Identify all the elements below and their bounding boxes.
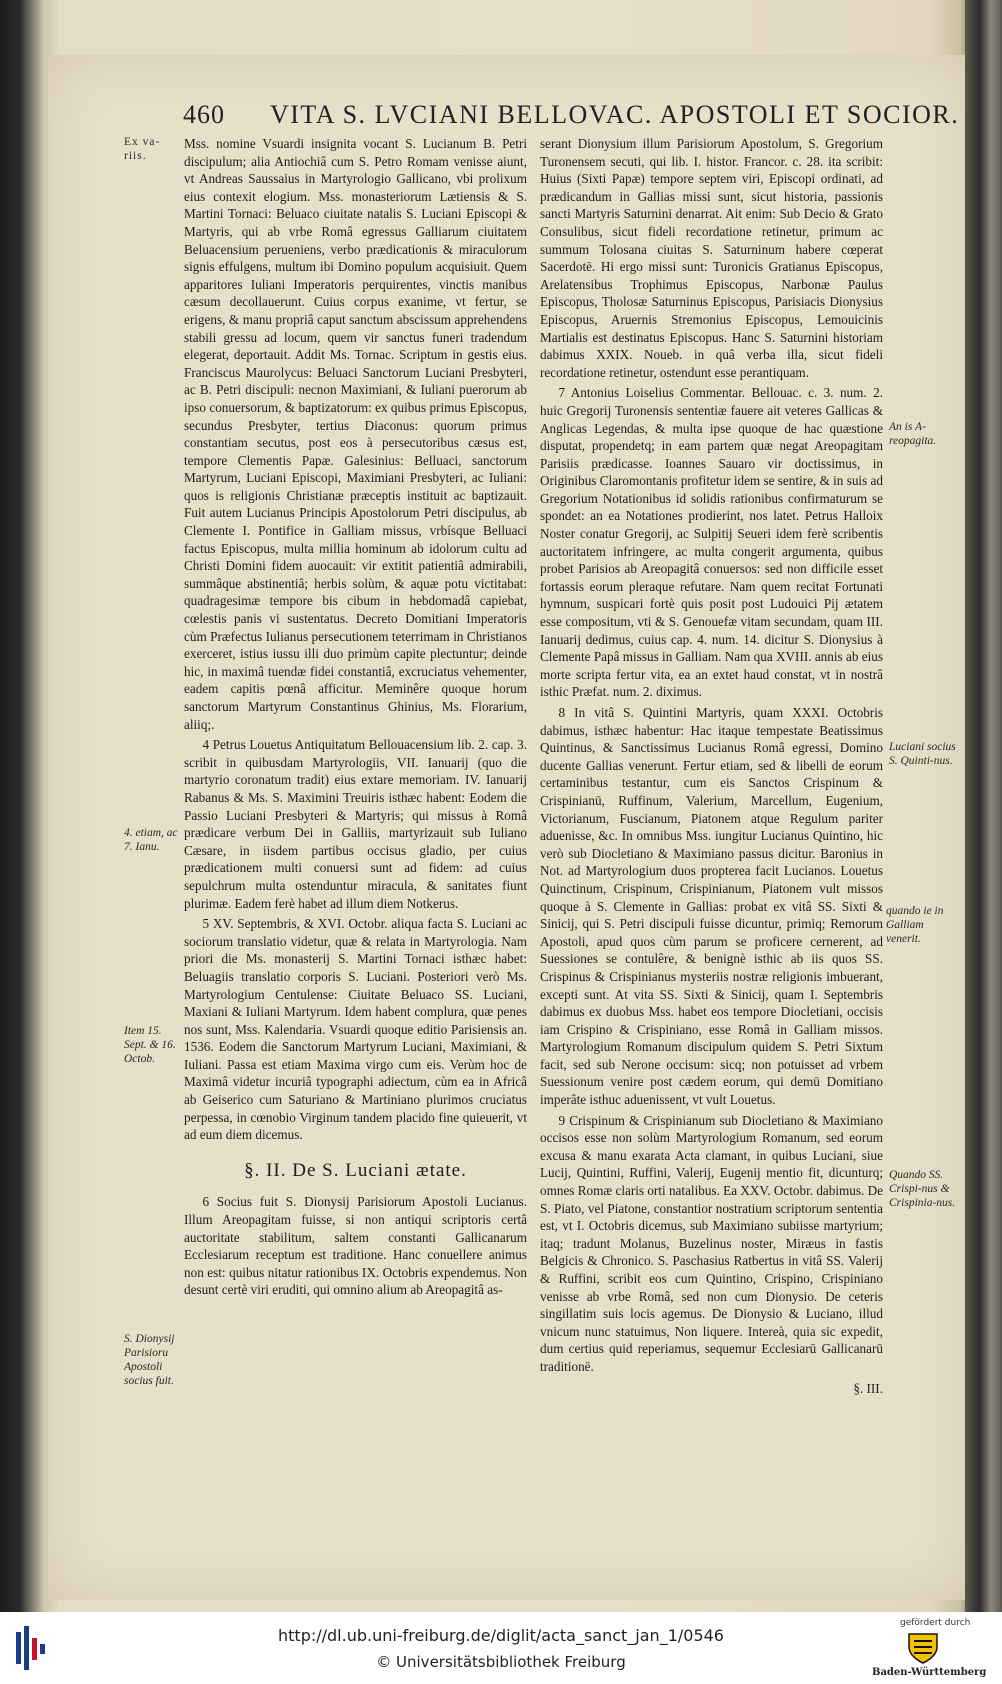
paragraph-7: 7 Antonius Loiselius Commentar. Bellouac. c. 3. num. 2. huic Gregorij Turonensis sententiæ fauere ait veteres Gallicas & Anglicas Legendas, & multa ipse quoque de hac quæstione disputat, propendetq; in eam partem quæ negat Areopagitam Parisiis prædicasse. Ioannes Sauaro vir doctissimus, in Originibus Claromontanis profitetur idem se sentire, & in suis ad Gregorium Notationibus id solidis rationibus confirmaturum se spondet: an ea Notationes prodierint, nos latet. Petrus Halloix Noster conatur Gregorij, ac Sulpitij Seueri idem ferè scribentis auctoritatem infringere, ac multa congerit argumenta, quibus probet Parisios ab Areopagitâ conuersos: sed non difficile esset fortassis eorum pleraque refutare. Nam quem recitat Fortunati hymnum, suspicari fortè quis posit post Ludouici Pij ætatem esse compositum, vti & S. Genouefæ vitam secundam, quam III. Ianuarij dedimus, cuius cap. 4. num. 14. dicitur S. Dionysius à Clemente Papâ missus in Galliam. Nam qua XVIII. annis ab eius morte scripta fertur vita, ea an extet haud constat, vt in nostrâ isthic Præfat. num. 2. diximus.: [540, 385, 883, 700]
margin-note-quando-in-galliam: quando ie in Galliam venerit.: [886, 905, 944, 945]
running-head: VITA S. LVCIANI BELLOVAC. APOSTOLI ET SOCIOR.: [270, 100, 960, 129]
sponsor-label: gefördert durch: [900, 1618, 971, 1628]
paragraph-left-1: Mss. nomine Vsuardi insignita vocant S. Lucianum B. Petri discipulum; alia Antiochiâ cum S. Petro Romam venisse aiunt, vt Andreas Saussaius in Martyrologio Gallicano, vbi prolixum eius contexit elogium. Mss. monasteriorum Lætiensis & S. Martini Tornaci: Beluaco ciuitate natalis S. Luciani Episcopi & Martyris, qui ab vrbe Româ egressus Galliarum ciuitatem Beluacensium perueniens, verbo prædicationis & miraculorum signis effulgens, multum ibi Domino populum acquisiuit. Quem apparitores Iuliani Imperatoris perquirentes, vinctis manibus cæsum decollauerunt. Cuius corpus exanime, vt fertur, se erigens, & manu propriâ caput sanctum abscissum apprehendens stabili gressu ad locum, quem vir sanctus funeri tradendum elegerat, deportauit. Addit Ms. Tornac. Scriptum in gestis eius. Franciscus Maurolycus: Beluaci Sanctorum Luciani Presbyteri, ac B. Petri discipuli: necnon Maximiani, & Iuliani puerorum ab ipso conuersorum, & baptizatorum: ex quibus primus Episcopus, secundus Presbyter, tertius Diaconus: quorum primus constantiam secutus, post eos à persecutoribus cæsus est, tempore Clementis Papæ. Galesinius: Belluaci, sanctorum Martyrum, Luciani Episcopi, Maximiani Presbyteri, ac Iuliani: quos is religionis Christianæ præceptis instituit ac baptizauit. Fuit autem Lucianus Principis Apostolorum Petri discipulus, ab Clemente I. Pontifice in Galliam missus, vrbísque Belluaci factus Episcopus, multa millia hominum ab idolorum cultu ad Christi Domini fidem auocauit: vir extitit patientiâ admirabili, summâque abstinentiâ; herbis solùm, & aquæ potu victitabat: quadragesimæ tempore bis cibum in hebdomadâ capiebat, cœlestis panis vi sustentatus. Decreto Domitiani Imperatoris cùm Præfectus Iulianus persecutionem teterrimam in Christianos exerceret, istius iussu illi duo primùm capite plectuntur; deinde hic, in maximâ tuendæ fidei constantiâ, excruciatus vehementer, eadem capitis pœnâ afficitur. Meminêre quoque horum sanctorum Martyrum Constantinus Ghinius, Ms. Florarium, aliiq;.: [184, 136, 527, 732]
margin-note-luciani-socius: Luciani socius S. Quinti-nus.: [889, 741, 956, 767]
left-text-column: [184, 135, 527, 1302]
catchword: §. III.: [853, 1380, 883, 1396]
sponsor-name: Baden-Württemberg: [872, 1667, 987, 1678]
adjacent-page-edge: [965, 0, 1002, 1612]
state-emblem-icon: [905, 1631, 941, 1665]
paragraph-4: 4 Petrus Louetus Antiquitatum Bellouacensium lib. 2. cap. 3. scribit in quibusdam Martyrologiis, VII. Ianuarij (quo die martyrio coronatum tradit) eius extare memoriam. IV. Ianuarij Rabanus & Ms. S. Maximini Treuiris isthæc habent: Eodem die Passio Luciani Presbyteri & Martyris; qui missus à Româ prædicare verbum Dei in Galliis, martyrizauit sub Iuliano Cæsare, in iisdem partibus occisus gladio, per cuius prædicationem multi conuersi sunt ad fidem: ad cuius sepulchrum multa ostenduntur miracula, & sanitates fiunt plurimæ. Eadem ferè habet ad illum diem Notkerus.: [184, 737, 527, 911]
paragraph-8: 8 In vitâ S. Quintini Martyris, quam XXXI. Octobris dabimus, isthæc habentur: Hac itaque tempestate Beatissimus Quintinus, & Sanctissimus Lucianus Româ egressi, Domino ducente Gallias venerunt. Fertur etiam, sed & libelli de eorum certaminibus testantur, cum eis Sanctos Crispinum & Crispinianū, Ruffinum, Valerium, Marcellum, Eugenium, Victorianum, Fuscianum, Piatonem atque Regulum pariter aduenisse, &c. In omnibus Mss. iungitur Lucianus Quintino, hic verò sub Diocletiano & Maximiano passus dicitur. Baronius in Not. ad Martyrologium duos propterea facit Lucianos. Louetus Quinctinum, Crispinum, Crispinianum, Piatonem vult missos quoque à S. Clemente in Gallias: probat ex vitâ SS. Sixti & Sinicij, qui S. Petri discipuli fuisse dicuntur, primiq; Remorum Apostoli, apud quos cùm parum se proficere cernerent, ad Suessiones se contulêre, & benignè isthic ab iis quos SS. Crispinus & Crispinianus mysteriis nostræ religionis imbuerant, excepti sunt. At vita SS. Sixti & Sinicij, quam I. Septembris dabimus ex duobus Mss. habet eos tempore Diocletiani, occisis iam Crispino & Crispiniano, esse Româ in Galliam missos. Martyrologium Romanum discipulum quidem S. Petri Sixtum facit, sed sub Nerone occisum: sicq; non potuisset ad vrbem Suessionum venire post cædem eorum, qui demū Domitiano imperâte isthuc aduenissent, vt vult Louetus.: [540, 705, 883, 1108]
document-url[interactable]: http://dl.ub.uni-freiburg.de/diglit/acta_sanct_jan_1/0546: [278, 1626, 724, 1645]
margin-note-dionysii-socius: S. Dionysij Parisioru Apostoli socius fuit.: [124, 1333, 175, 1387]
margin-note-quando-ss-crispinus: Quando SS. Crispi-nus & Crispinia-nus.: [889, 1169, 956, 1209]
margin-note-item-15: Item 15. Sept. & 16. Octob.: [124, 1025, 176, 1065]
section-heading: §. II. De S. Luciani ætate.: [244, 1159, 467, 1181]
viewer-footer: [0, 1612, 1002, 1684]
paragraph-right-1: serant Dionysium illum Parisiorum Apostolum, S. Gregorium Turonensem secuti, qui lib. I. histor. Francor. c. 28. ita scribit: Huius (Sixti Papæ) tempore septem viri, Episcopi ordinati, ad prædicandum in Gallias missi sunt, sicut historia, passionis sancti Martyris Saturnini denarrat. Ait enim: Sub Decio & Grato Consulibus, sicut fideli recordatione retinetur, primum ac summum Tolosana ciuitas S. Saturninum habere cœperat Sacerdotē. Hi ergo missi sunt: Turonicis Gratianus Episcopus, Arelatensibus Trophimus Episcopus, Narbonæ Paulus Episcopus, Tholosæ Saturninus Episcopus, Parisiacis Dionysius Episcopus, Aruernis Stremonius Episcopus, Lemouicinis Martialis est destinatus Episcopus. Hanc S. Saturnini historiam dabimus XXIX. Noueb. in quâ verba illa, sicut fideli recordatione retinetur, ostendunt esse perantiquam.: [540, 136, 883, 380]
paragraph-5: 5 XV. Septembris, & XVI. Octobr. aliqua facta S. Luciani ac sociorum translatio videtur, quæ & relata in Martyrologia. Nam priori die Ms. monasterij S. Martini Tornaci isthæc habet: Beluagiis translatio corporis S. Luciani. Posteriori verò Ms. Martyrologium Centulense: Ciuitate Beluaco SS. Luciani, Maxiani & Iuliani Martyrum. Idem habent complura, quæ penes nos sunt, Mss. Kalendaria. Vsuardi quoque editio Parisiensis an. 1536. Eodem die Sanctorum Martyrum Luciani, Maximiani, & Iuliani. Passa est etiam Maxima virgo cum eis. Verùm hoc de Maximâ videtur incuriâ typographi adiectum, cùm ea in Africâ ab Geiserico cum Saturiano & Martiniano plurimos cruciatus perpessa, in cœnobio Virginum tandem placido fine quieuerit, vt ad eum diem dicemus.: [184, 916, 527, 1143]
margin-note-ex-variis: Ex va-riis.: [124, 136, 161, 162]
copyright-notice: © Universitätsbibliothek Freiburg: [376, 1653, 626, 1671]
margin-note-an-is-areopagita: An is A-reopagita.: [889, 421, 937, 447]
margin-note-4-etiam: 4. etiam, ac 7. Ianu.: [124, 827, 178, 853]
paragraph-6: 6 Socius fuit S. Dionysij Parisiorum Apostoli Lucianus. Illum Areopagitam fuisse, si non antiqui scriptoris certâ auctoritate stabilitum, saltem constanti Gallicanarum Ecclesiarum receptum est traditione. Hanc conuellere animus non est: quibus nitatur rationibus IX. Octobris expendemus. Non desunt certè viri eruditi, qui omnino alium ab Areopagitâ as-: [184, 1194, 527, 1298]
page-number: 460: [183, 100, 225, 129]
right-text-column: [540, 135, 883, 1400]
paragraph-9: 9 Crispinum & Crispinianum sub Diocletiano & Maximiano occisos esse non solùm Martyrologium Romanum, sed eorum excusa & manu exarata Acta clamant, in quibus Luciani, siue Lucij, Quintini, Ruffini, Valerij, Eugenij mentio fit, dicunturq; omnes Romæ claris orti natalibus. Ea XXV. Octobr. dabimus. De S. Piato, vel Piatone, constantior nostratium scriptorum sententia est, vt I. Octobris dicemus, sub Maximiano subiisse martyrium; itaq; tradunt Molanus, Buzelinus noster, Miræus in fastis Belgicis & Chronico. S. Paschasius Ratbertus in vitâ SS. Valerij & Ruffini, scribit eos cum Quintino, Crispino, Crispiniano venisse ab vrbe Româ, sed non cum Dionysio. De ceteris singillatim suis locis agemus. De Dionysio & Luciano, illud vnicum nunc statuimus, Non liquere. Intereà, quia sic expedit, dum certius quid reperiamus, sequemur Ecclesiarū Gallicanarū traditionē.: [540, 1112, 883, 1374]
